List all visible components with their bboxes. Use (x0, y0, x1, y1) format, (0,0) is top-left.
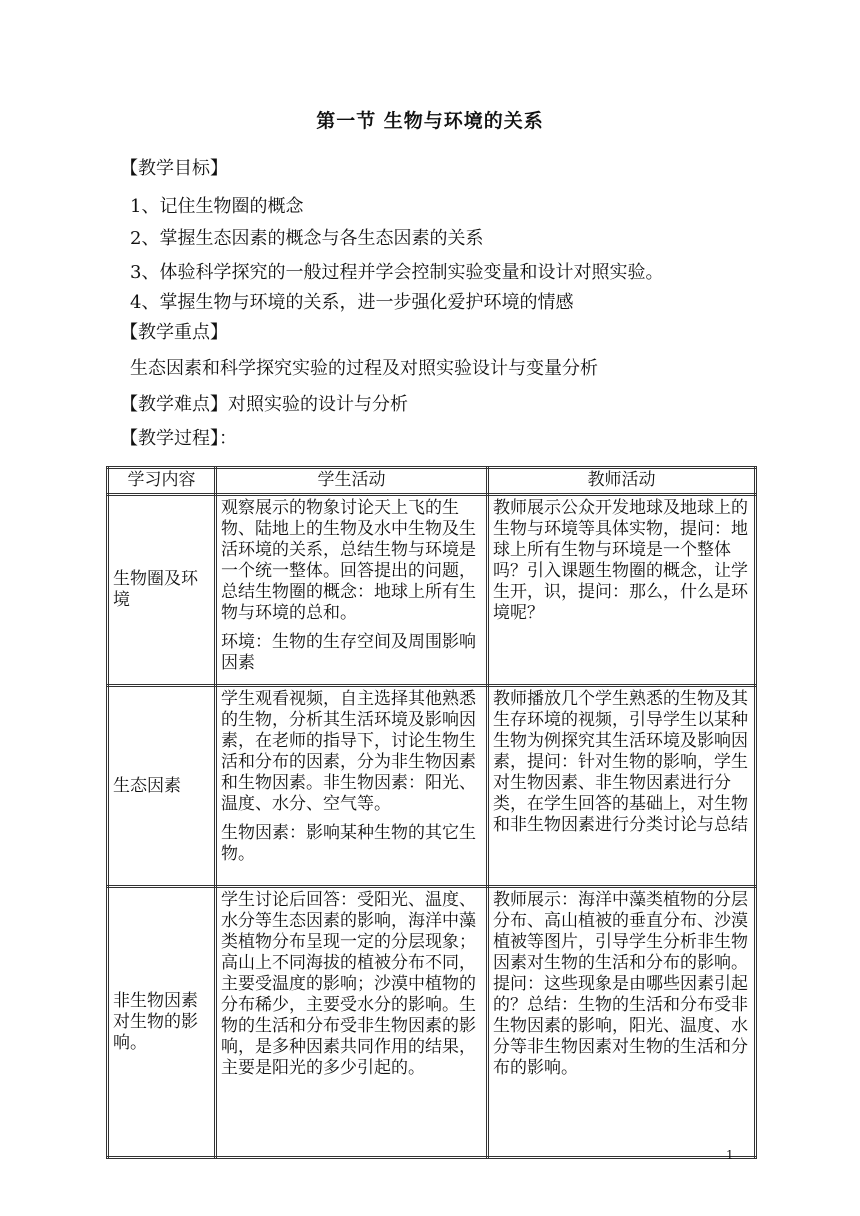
table-row (108, 495, 756, 686)
focus-heading: 【教学重点】 (120, 322, 228, 343)
header-topic: 学习内容 (108, 468, 216, 495)
lesson-table (106, 466, 757, 1159)
teacher-cell (488, 686, 756, 887)
table-header-row (108, 468, 756, 495)
table-row (108, 887, 756, 1158)
teacher-cell (488, 887, 756, 1158)
teacher-cell (488, 495, 756, 686)
student-cell (216, 686, 488, 887)
topic-cell: 生态因素 (108, 686, 216, 887)
header-teacher-activity: 教师活动 (488, 468, 756, 495)
student-paragraph: 学生讨论后回答：受阳光、温度、水分等生态因素的影响，海洋中藻类植物分布呈现一定的分层现象；高山上不同海拔的植被分布不同，主要受温度的影响；沙漠中植物的分布稀少，主要受水分的影响。生物的生活和分布受非生物因素的影响，是多种因素共同作用的结果，主要是阳光的多少引起的。 (221, 890, 476, 1078)
difficulty-line: 【教学难点】对照实验的设计与分析 (120, 394, 408, 415)
student-paragraph: 生物因素：影响某种生物的其它生物。 (221, 823, 476, 864)
topic-cell: 非生物因素对生物的影响。 (108, 887, 216, 1158)
student-paragraph: 学生观看视频，自主选择其他熟悉的生物，分析其生活环境及影响因素，在老师的指导下，讨论生物生活和分布的因素，分为非生物因素和生物因素。非生物因素：阳光、温度、水分、空气等。 (221, 689, 476, 814)
focus-text: 生态因素和科学探究实验的过程及对照实验设计与变量分析 (130, 358, 598, 379)
goal-item-4: 4、掌握生物与环境的关系，进一步强化爱护环境的情感 (130, 292, 574, 313)
student-cell (216, 887, 488, 1158)
header-student-activity: 学生活动 (216, 468, 488, 495)
page-title: 第一节 生物与环境的关系 (316, 110, 544, 132)
topic-cell: 生物圈及环境 (108, 495, 216, 686)
process-heading: 【教学过程】： (120, 428, 237, 449)
teacher-paragraph: 教师展示：海洋中藻类植物的分层分布、高山植被的垂直分布、沙漠植被等图片，引导学生分析非生物因素对生物的生活和分布的影响。提问：这些现象是由哪些因素引起的？总结：生物的生活和分布受非生物因素的影响，阳光、温度、水分等非生物因素对生物的生活和分布的影响。 (493, 890, 748, 1078)
goal-item-2: 2、掌握生态因素的概念与各生态因素的关系 (130, 228, 484, 249)
table-row (108, 686, 756, 887)
goals-heading: 【教学目标】 (120, 158, 228, 179)
teacher-paragraph: 教师播放几个学生熟悉的生物及其生存环境的视频，引导学生以某种生物为例探究其生活环境及影响因素，提问：针对生物的影响，学生对生物因素、非生物因素进行分类，在学生回答的基础上，对生物和非生物因素进行分类讨论与总结 (493, 689, 748, 835)
student-paragraph: 环境：生物的生存空间及周围影响因素 (221, 632, 476, 673)
page-number: 1 (726, 1148, 734, 1162)
student-cell (216, 495, 488, 686)
student-paragraph: 观察展示的物象讨论天上飞的生物、陆地上的生物及水中生物及生活环境的关系，总结生物与环境是一个统一整体。回答提出的问题，总结生物圈的概念：地球上所有生物与环境的总和。 (221, 498, 476, 623)
goal-item-1: 1、记住生物圈的概念 (130, 196, 304, 217)
teacher-paragraph: 教师展示公众开发地球及地球上的生物与环境等具体实物，提问：地球上所有生物与环境是一个整体吗？引入课题生物圈的概念，让学生开，识，提问：那么，什么是环境呢？ (493, 498, 748, 623)
goal-item-3: 3、体验科学探究的一般过程并学会控制实验变量和设计对照实验。 (130, 262, 664, 283)
